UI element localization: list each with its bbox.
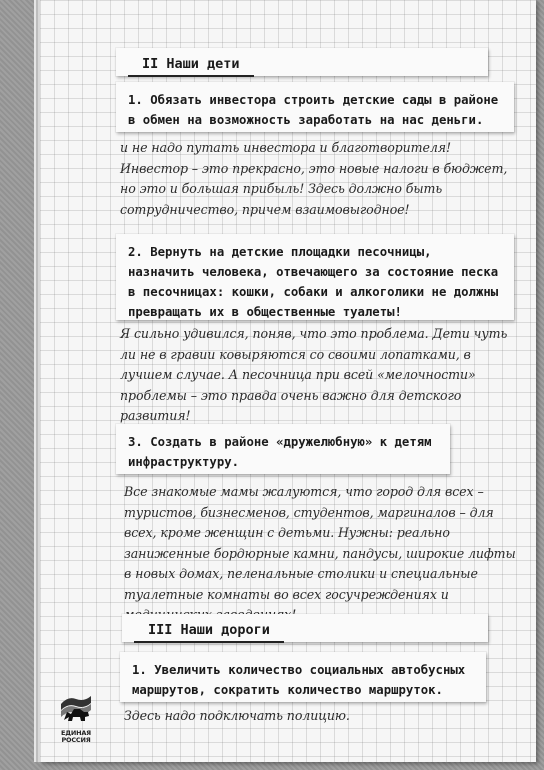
section-2-item-2: 2. Вернуть на детские площадки песочницы, назначить человека, отвечающего за состояние песка в песочницах: кошки, собаки и алкоголики не должны превращать их в общественные туалеты! — [116, 234, 514, 320]
party-logo-text: ЕДИНАЯ РОССИЯ — [61, 729, 91, 744]
section-2-item-3: 3. Создать в районе «дружелюбную» к детям инфраструктуру. — [116, 424, 450, 474]
section-3-title-card — [122, 614, 488, 642]
section-2-note-1: и не надо путать инвестора и благотворителя! Инвестор – это прекрасно, это новые налоги в бюджет, но это и большая прибыль! Здесь должно быть сотрудничество, причем взаимовыгодное! — [120, 140, 508, 217]
section-2-title: II Наши дети — [128, 54, 254, 77]
paper-stack-edge — [34, 2, 38, 758]
bear-flag-icon — [58, 690, 94, 724]
section-3-item-1: 1. Увеличить количество социальных автобусных маршрутов, сократить количество маршруток. — [120, 652, 486, 702]
section-3-note-1: Здесь надо подключать полицию. — [124, 708, 350, 723]
section-2-note-3: Все знакомые мамы жалуются, что город для всех – туристов, бизнесменов, студентов, маргиналов – для всех, кроме женщин с детьми. Нужны: реально заниженные бордюрные камни, пандусы, широкие лифты в новых домах, пеленальные столики и специальные туалетные комнаты во всех госучреждениях и — [124, 484, 516, 602]
section-2-item-1: 1. Обязать инвестора строить детские сады в районе в обмен на возможность заработать на нас деньги. — [116, 82, 514, 132]
section-3-title: III Наши дороги — [134, 620, 284, 643]
party-logo — [58, 690, 94, 742]
section-2-note-2: Я сильно удивился, поняв, что это проблема. Дети чуть ли не в гравии ковыряются со своими лопатками, в лучшем случае. А песочница при всей «мелочности» проблемы – это правда очень важно для детского развития! — [120, 326, 508, 423]
section-2-title-card — [116, 48, 488, 76]
